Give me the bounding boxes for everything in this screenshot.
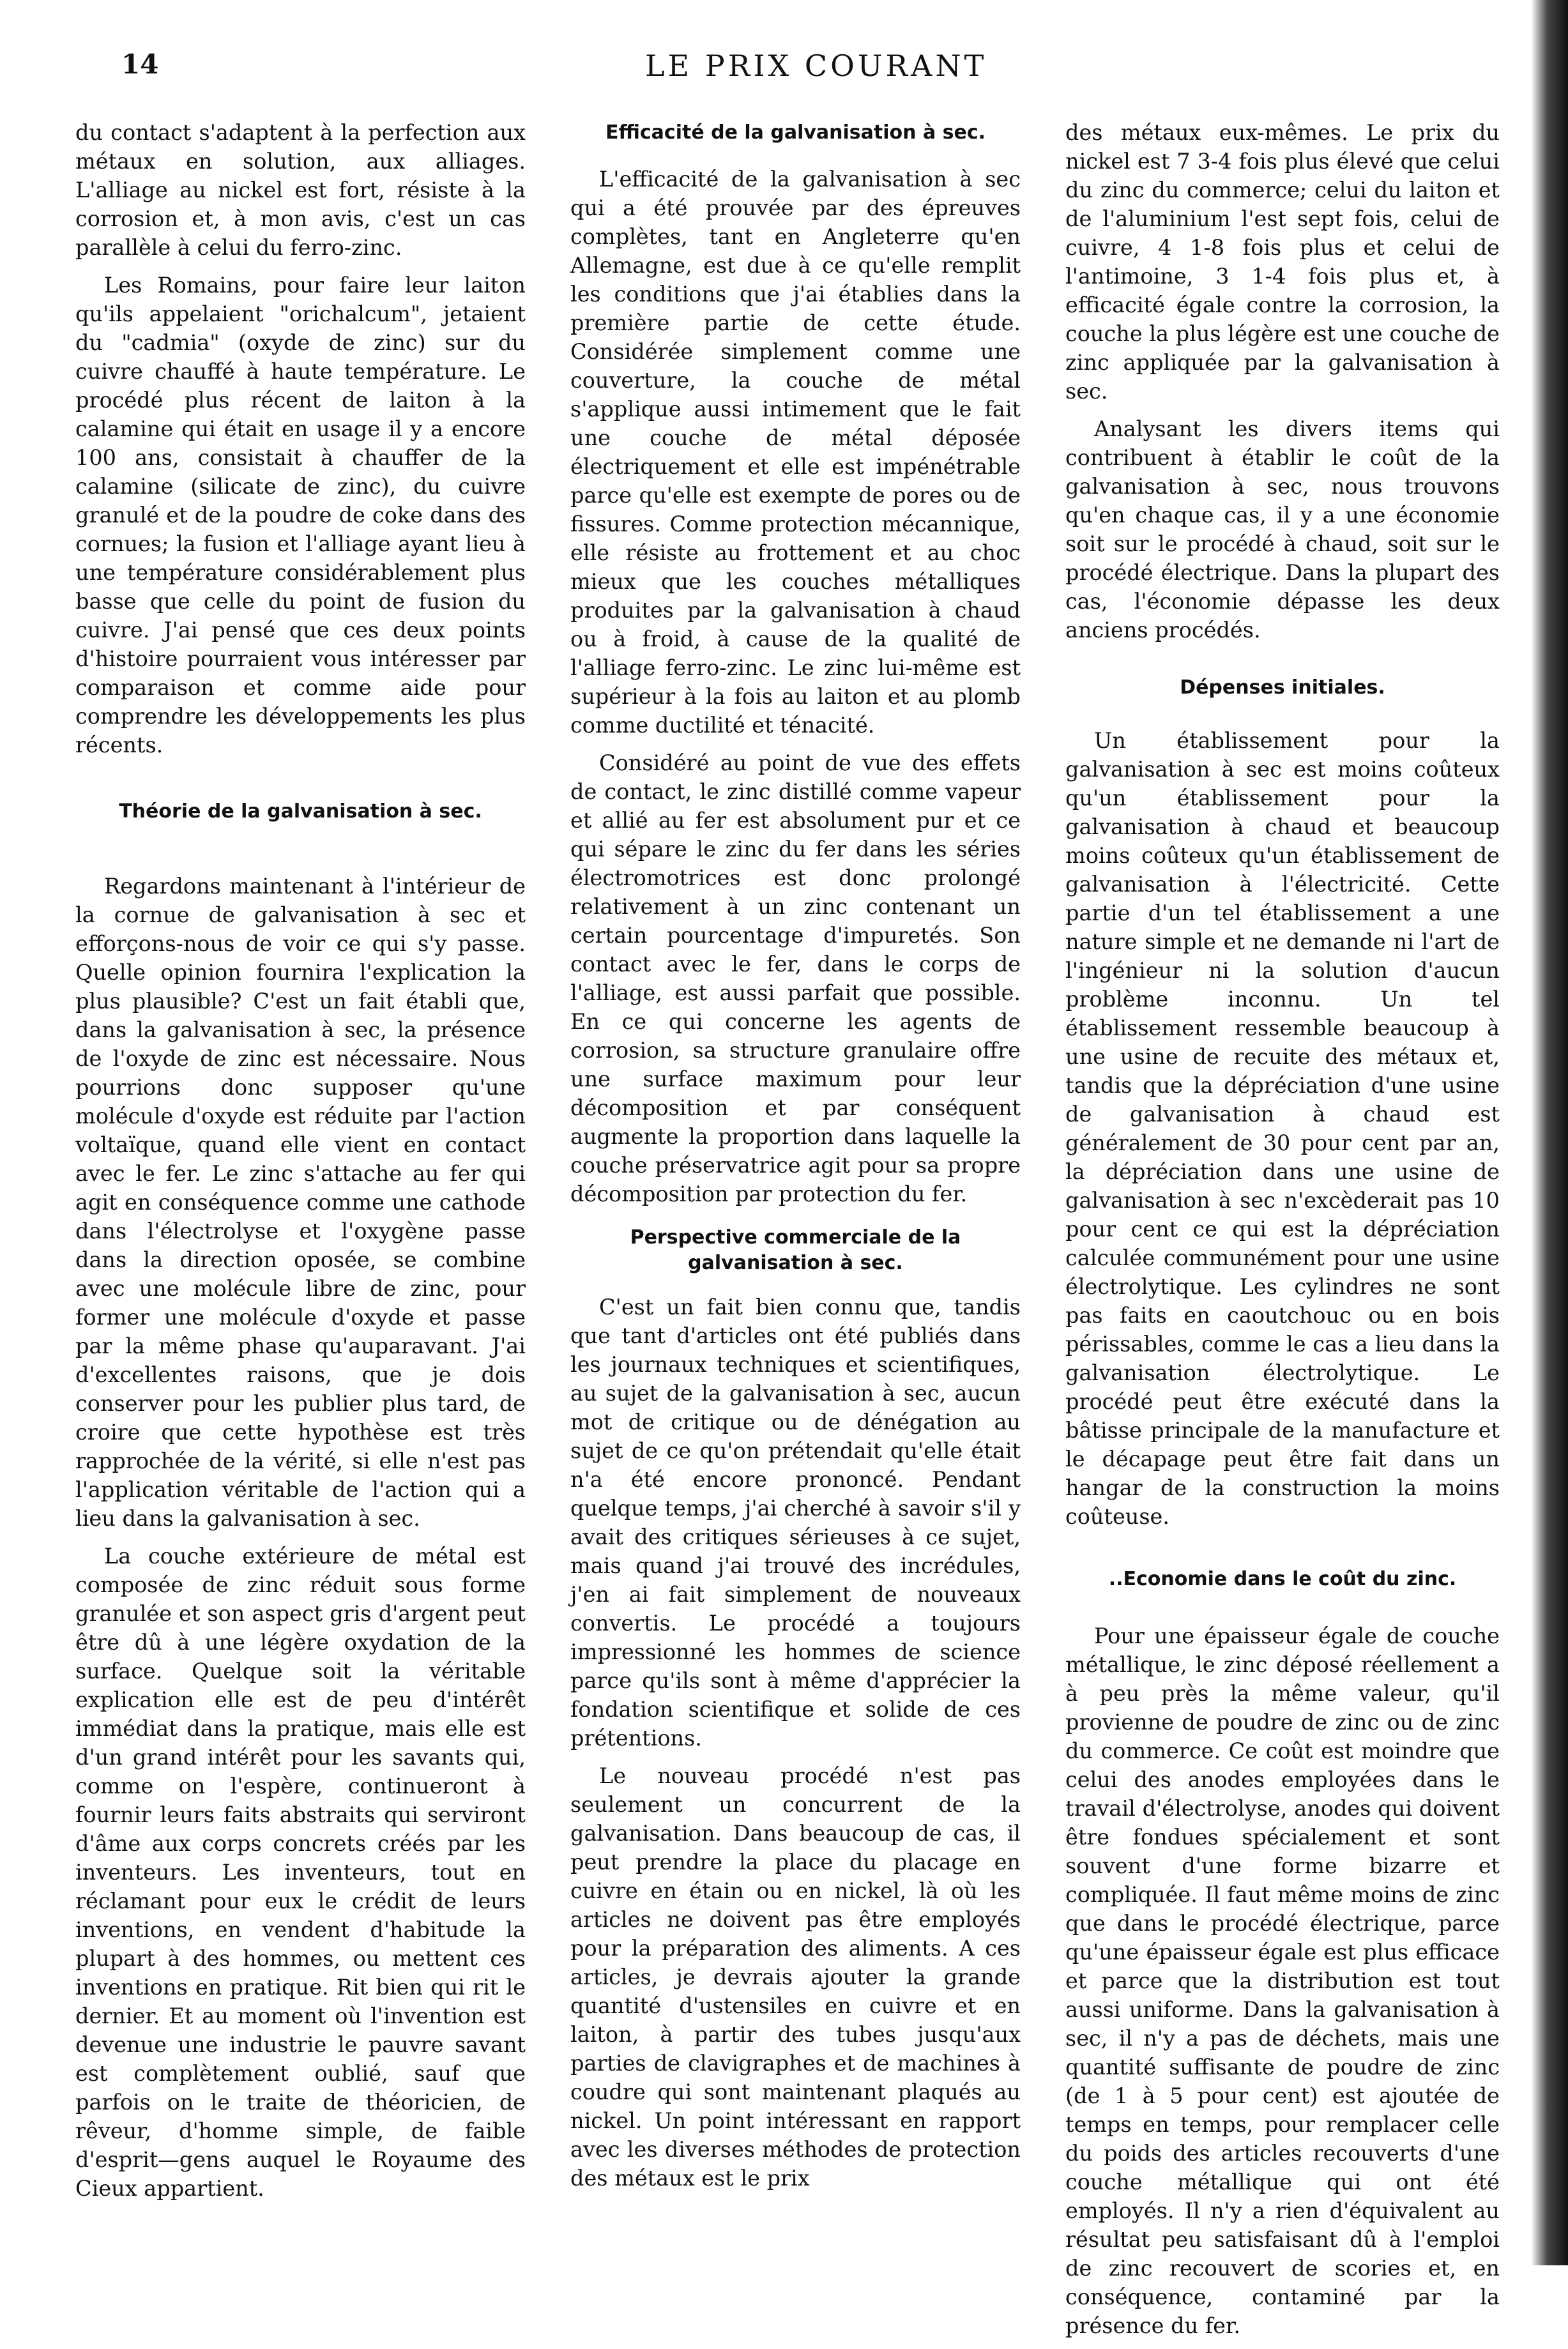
right-column <box>1065 118 1500 2349</box>
paragraph: C'est un fait bien connu que, tandis que tant d'articles ont été publiés dans les journaux techniques et scientifiques, au sujet de la galvanisation à sec, aucun mot de critique ou de dénégation au sujet de ce qu'on prétendait qu'elle était n'a été encore prononcé. Pendant quelque temps, j'ai cherché à savoir s'il y avait des critiques sérieuses à ce sujet, mais quand j'ai trouvé des incrédules, j'en ai fait simplement de nouveaux convertis. Le procédé a toujours impressionné les hommes de science parce qu'ils sont à même d'apprécier la fondation scientifique et solide de ces prétentions. <box>570 1295 1021 1751</box>
paragraph: Un établissement pour la galvanisation à sec est moins coûteux qu'un établissement pour la galvanisation à chaud et beaucoup moins coûteux qu'un établissement de galvanisation à l'électricité. Cette partie d'un tel établissement a une nature simple et ne demande ni l'art de l'ingénieur ni la solution d'aucun problème inconnu. Un tel établissement ressemble beaucoup à une usine de recuite des métaux et, tandis que la dépréciation d'une usine de galvanisation à chaud est généralement de 30 pour cent par an, la dépréciation dans une usine de galvanisation à sec n'excèderait pas 10 pour cent ce qui est la dépréciation calculée communément pour une usine électrolytique. Les cylindres ne sont pas faits en caoutchouc ou en bois périssables, comme le cas a lieu dans la galvanisation électrolytique. Le procédé peut être exécuté dans la bâtisse principale de la manufacture et le décapage peut être fait dans un hangar de la construction la moins coûteuse. <box>1065 728 1500 1529</box>
left-column <box>75 118 526 2212</box>
paragraph: Analysant les divers items qui contribuent à établir le coût de la galvanisation à sec, nous trouvons qu'en chaque cas, il y a une économie soit sur le procédé à chaud, soit sur le procédé électrique. Dans la plupart des cas, l'économie dépasse les deux anciens procédés. <box>1065 416 1500 642</box>
paragraph: Le nouveau procédé n'est pas seulement un concurrent de la galvanisation. Dans beaucoup de cas, il peut prendre la place du placage en cuivre en étain ou en nickel, là où les articles ne doivent pas être employés pour la préparation des aliments. A ces articles, je devrais ajouter la grande quantité d'ustensiles en cuivre et en laiton, à partir des tubes jusqu'aux parties de clavigraphes et de machines à coudre qui sont maintenant plaqués au nickel. Un point intéressant en rapport avec les diverses méthodes de protection des métaux est le prix <box>570 1763 1021 2191</box>
section-heading: Perspective commerciale de la galvanisation à sec. <box>630 1226 961 1274</box>
paragraph: Les Romains, pour faire leur laiton qu'ils appelaient "orichalcum", jetaient du "cadmia" (oxyde de zinc) sur du cuivre chauffé à haute température. Le procédé plus récent de laiton à la calamine qui était en usage il y a encore 100 ans, consistait à chauffer de la calamine (silicate de zinc), du cuivre granulé et de la poudre de coke dans des cornues; la fusion et l'alliage ayant lieu à une température considérablement plus basse que celle du point de fusion du cuivre. J'ai pensé que ces deux points d'histoire pourraient vous intéresser par comparaison et comme aide pour comprendre les développements les plus récents. <box>75 273 526 757</box>
page-number: 14 <box>121 49 159 80</box>
paragraph: Pour une épaisseur égale de couche métallique, le zinc déposé réellement a à peu près la même valeur, qu'il provienne de poudre de zinc ou de zinc du commerce. Ce coût est moindre que celui des anodes employées dans le travail d'électrolyse, anodes qui doivent être fondues spécialement et sont souvent d'une forme bizarre et compliquée. Il faut même moins de zinc que dans le procédé électrique, parce qu'une épaisseur égale est plus efficace et parce que la distribution est tout aussi uniforme. Dans la galvanisation à sec, il n'y a pas de déchets, mais une quantité suffisante de poudre de zinc (de 1 à 5 pour cent) est ajoutée de temps en temps, pour remplacer celle du poids des articles recouverts d'une couche métallique qui ont été employés. Il n'y a rien d'équivalent au résultat peu satisfaisant dû à l'emploi de zinc recouvert de scories et, en conséquence, contaminé par la présence du fer. <box>1065 1623 1500 2338</box>
middle-column <box>570 120 1021 2201</box>
paragraph: L'efficacité de la galvanisation à sec qui a été prouvée par des épreuves complètes, tant en Angleterre qu'en Allemagne, est due à ce qu'elle remplit les conditions que j'ai établies dans la première partie de cette étude. Considérée simplement comme une couverture, la couche de métal s'applique aussi intimement que le fait une couche de métal déposée électriquement et elle est impénétrable parce qu'elle est exempte de pores ou de fissures. Comme protection mécannique, elle résiste au frottement et au choc mieux que les couches métalliques produites par la galvanisation à chaud ou à froid, à cause de la qualité de l'alliage ferro-zinc. Le zinc lui-même est supérieur à la fois au laiton et au plomb comme ductilité et ténacité. <box>570 167 1021 738</box>
paragraph: Considéré au point de vue des effets de contact, le zinc distillé comme vapeur et allié au fer est absolument pur et ce qui sépare le zinc du fer dans les séries électromotrices est donc prolongé relativement à un zinc contenant un certain pourcentage d'impuretés. Son contact avec le fer, dans le corps de l'alliage, est aussi parfait que possible. En ce qui concerne les agents de corrosion, sa structure granulaire offre une surface maximum pour leur décomposition et par conséquent augmente la proportion dans laquelle la couche préservatrice agit pour sa propre décomposition par protection du fer. <box>570 750 1021 1206</box>
section-heading: Dépenses initiales. <box>1180 676 1385 699</box>
paragraph: des métaux eux-mêmes. Le prix du nickel est 7 3-4 fois plus élevé que celui du zinc du commerce; celui du laiton et de l'aluminium l'est sept fois, celui de cuivre, 4 1-8 fois plus et celui de l'antimoine, 3 1-4 fois plus et, à efficacité égale contre la corrosion, la couche la plus légère est une couche de zinc appliquée par la galvanisation à sec. <box>1065 120 1500 404</box>
paragraph: du contact s'adaptent à la perfection aux métaux en solution, aux alliages. L'alliage au nickel est fort, résiste à la corrosion et, à mon avis, c'est un cas parallèle à celui du ferro-zinc. <box>75 120 526 260</box>
paragraph: La couche extérieure de métal est composée de zinc réduit sous forme granulée et son aspect gris d'argent peut être dû à une légère oxydation de la surface. Quelque soit la véritable explication elle est de peu d'intérêt immédiat dans la pratique, mais elle est d'un grand intérêt pour les savants qui, comme on l'espère, continueront à fournir leurs faits abstraits qui serviront d'âme aux corps concrets créés par les inventeurs. Les inventeurs, tout en réclamant pour eux le crédit de leurs inventions, en vendent d'habitude la plupart à des hommes, ou mettent ces inventions en pratique. Rit bien qui rit le dernier. Et au moment où l'invention est devenue une industrie le pauvre savant est complètement oublié, sauf que parfois on le traite de théoricien, de rêveur, d'homme simple, de faible d'esprit—gens auquel le Royaume des Cieux appartient. <box>75 1544 526 2201</box>
section-heading: Théorie de la galvanisation à sec. <box>119 800 482 823</box>
paragraph: Regardons maintenant à l'intérieur de la cornue de galvanisation à sec et efforçons-nous de voir ce qui s'y passe. Quelle opinion fournira l'explication la plus plausible? C'est un fait établi que, dans la galvanisation à sec, la présence de l'oxyde de zinc est nécessaire. Nous pourrions donc supposer qu'une molécule d'oxyde est réduite par l'action voltaïque, quand elle vient en contact avec le fer. Le zinc s'attache au fer qui agit en conséquence comme une cathode dans l'électrolyse et l'oxygène passe dans la direction oposée, se combine avec une molécule libre de zinc, pour former une molécule d'oxyde et passe par la même phase qu'auparavant. J'ai d'excellentes raisons, que je dois conserver pour les publier plus tard, de croire que cette hypothèse est très rapprochée de la vérité, si elle n'est pas l'application véritable de l'action qui a lieu dans la galvanisation à sec. <box>75 874 526 1531</box>
running-title: LE PRIX COURANT <box>645 49 987 83</box>
page-edge-shadow <box>1531 0 1568 2265</box>
section-heading: ..Economie dans le coût du zinc. <box>1108 1568 1457 1590</box>
section-heading: Efficacité de la galvanisation à sec. <box>605 121 986 144</box>
